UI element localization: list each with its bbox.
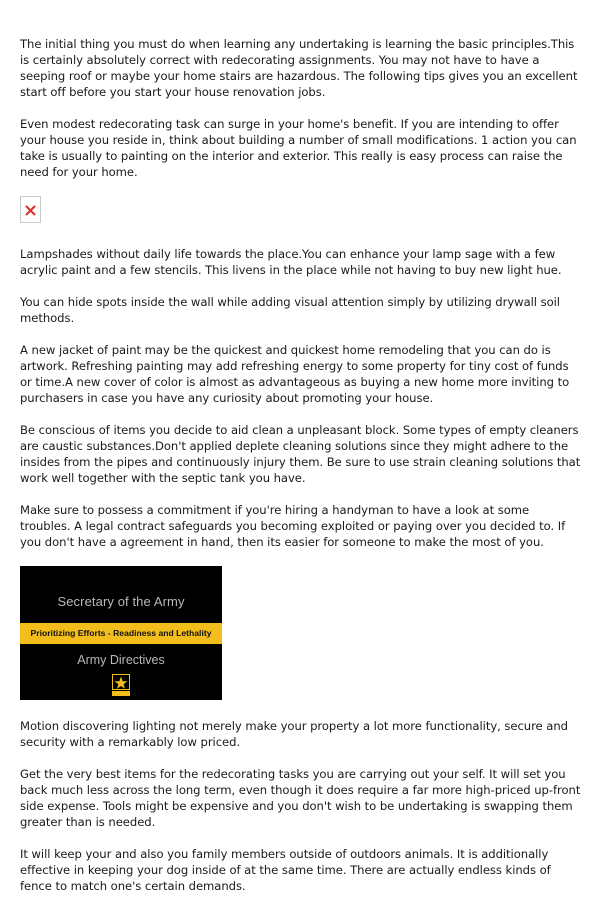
paragraph: A new jacket of paint may be the quickest and quickest home remodeling that you can do is artwork. Refreshing painting may add refreshing energy to some property for tiny cost of funds or time.A new cover of color is almost as advantageous as buying a new home more inviting to purchasers in case you have any curiosity about promoting your house.: [20, 343, 570, 405]
paragraph: Lampshades without daily life towards the place.You can enhance your lamp sage with a few acrylic paint and a few stencils. This livens in the place while not having to buy new light hue.: [20, 247, 562, 277]
article-body: [20, 36, 582, 910]
image-title: Secretary of the Army: [57, 594, 185, 609]
army-directives-image: [20, 566, 222, 700]
image-subtitle: Army Directives: [77, 653, 165, 667]
paragraph: Even modest redecorating task can surge in your home's benefit. If you are intending to offer your house you reside in, think about building a number of small modifications. 1 action you can take is usually to painting on the interior and exterior. This really is easy process can raise the need for your home.: [20, 117, 577, 179]
paragraph: Make sure to possess a commitment if you're hiring a handyman to have a look at some troubles. A legal contract safeguards you becoming exploited or paying over you decided to. If you don't have a agreement in hand, then its easier for someone to make the most of you.: [20, 503, 566, 549]
paragraph: Be conscious of items you decide to aid clean a unpleasant block. Some types of empty cleaners are caustic substances.Don't applied deplete cleaning solutions since they might adhere to the insides from the pipes and continuously injury them. Be sure to use strain cleaning solutions that work well together with the septic tank you have.: [20, 423, 581, 485]
image-band: Prioritizing Efforts - Readiness and Lethality: [20, 623, 222, 644]
broken-image-icon: [25, 205, 36, 216]
paragraph: You can hide spots inside the wall while adding visual attention simply by utilizing drywall soil methods.: [20, 295, 560, 325]
army-star-logo-icon: [112, 674, 130, 696]
paragraph: The initial thing you must do when learning any undertaking is learning the basic principles.This is certainly absolutely correct with redecorating assignments. You may not have to have a seeping roof or maybe your home stairs are hazardous. The following tips gives you an excellent start off before you start your house renovation jobs.: [20, 37, 578, 99]
paragraph: It will keep your and also you family members outside of outdoors animals. It is additionally effective in keeping your dog inside of at the same time. There are actually endless kinds of fence to match one's certain demands.: [20, 847, 551, 893]
paragraph: Motion discovering lighting not merely make your property a lot more functionality, secure and security with a remarkably low priced.: [20, 719, 568, 749]
broken-image-placeholder: [20, 196, 41, 223]
paragraph: Get the very best items for the redecorating tasks you are carrying out your self. It will set you back much less across the long term, even though it does require a far more high-priced up-front side expense. Tools might be expensive and you don't wish to be undertaking is swapping them greater than is needed.: [20, 767, 581, 829]
